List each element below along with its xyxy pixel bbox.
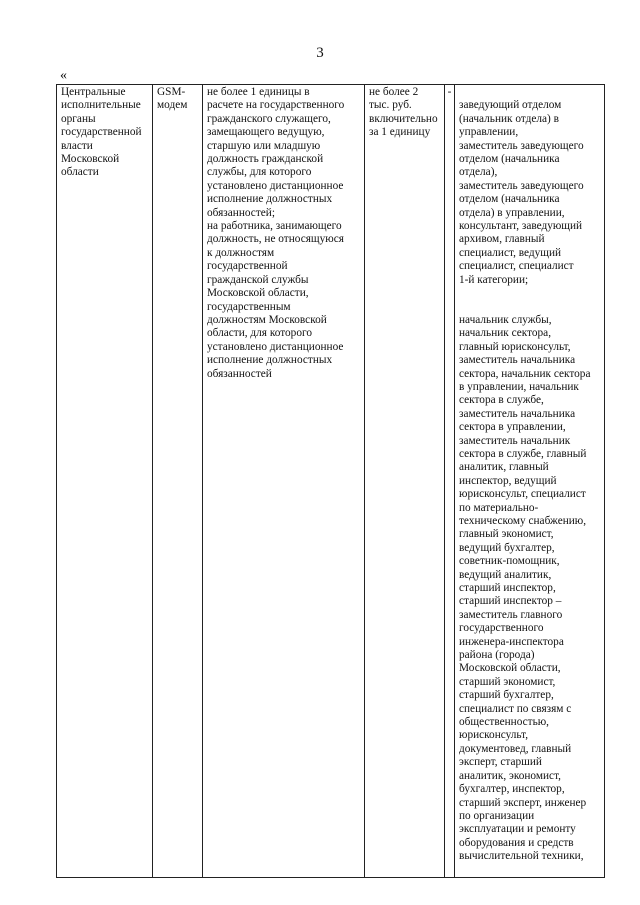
cell-price-limit: не более 2 тыс. руб. включительно за 1 единицу	[365, 85, 445, 878]
positions-group-first: заведующий отделом (начальник отдела) в управлении, заместитель заведующего отделом (начальника отдела), заместитель заведующего отделом (начальника отдела) в управлении, консультант, заведующий архивом, главный специалист, ведущий специалист, специалист 1-й категории;	[459, 99, 584, 286]
cell-quantity-norm: не более 1 единицы в расчете на государственного гражданского служащего, замещающего ведущую, старшую или младшую должность гражданской службы, для которого установлено дистанционное исполнение должностных обязанностей; на работника, занимающего должность, не относящуюся к должностям государственной гражданской службы Московской области, государственным должностям Московской области, для которого установлено дистанционное исполнение должностных обязанностей	[203, 85, 365, 878]
opening-quote-mark: «	[60, 68, 67, 83]
positions-group-second: начальник службы, начальник сектора, главный юрисконсульт, заместитель начальника сектора, начальник сектора в управлении, начальник сектора в службе, заместитель начальника сектора в управлении, заместитель начальник сектора в службе, главный аналитик, главный инспектор, ведущий юрисконсульт, специалист по материально- техническому снабжению, главный экономист, ведущий бухгалтер, советник-помощник, ведущий аналитик, старший инспектор, старший инспектор – заместитель главного государственного инженера-инспектора района (города) Московской области, старший экономист, старший бухгалтер, специалист по связям с общественностью, юрисконсульт, документовед, главный эксперт, старший аналитик, экономист, бухгалтер, инспектор, старший эксперт, инженер по организации эксплуатации и ремонту оборудования и средств вычислительной техники,	[459, 313, 591, 863]
cell-government-bodies: Центральные исполнительные органы государственной власти Московской области	[57, 85, 153, 878]
cell-positions	[455, 85, 605, 878]
standards-table	[56, 84, 605, 878]
page-number: 3	[316, 45, 324, 61]
cell-note-dash: -	[445, 85, 455, 878]
cell-device-type: GSM- модем	[153, 85, 203, 878]
table-row	[57, 85, 605, 878]
